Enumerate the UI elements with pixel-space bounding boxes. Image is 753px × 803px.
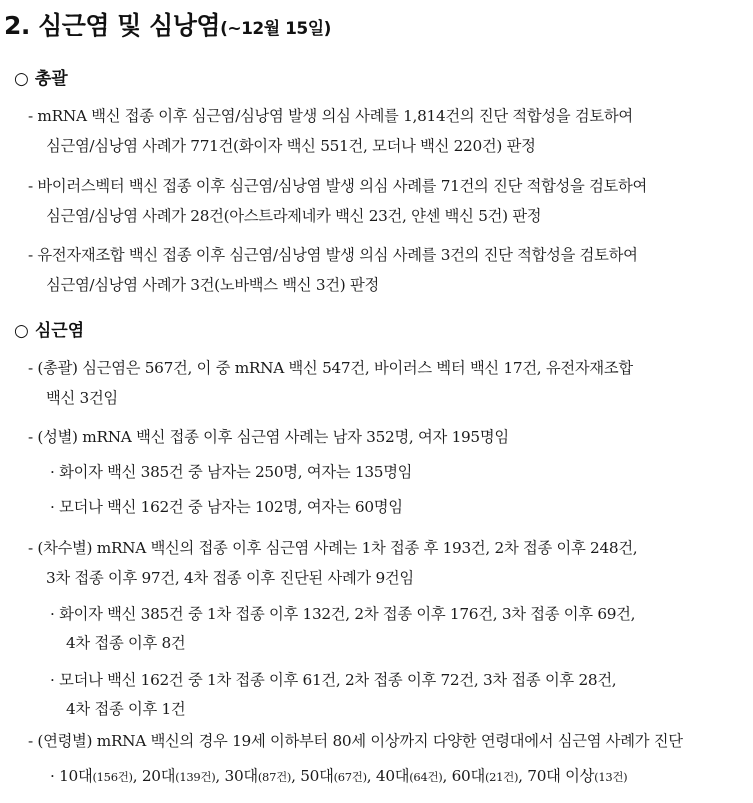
age-group-count: (139건) [175,770,216,784]
age-group-count: (67건) [333,770,367,784]
age-group-label: 40대 [375,767,410,785]
sub-item: · 화이자 백신 385건 중 남자는 250명, 여자는 135명임 [50,463,413,481]
title-main: 2. 심근염 및 심낭염 [4,11,221,40]
age-group-label: 30대 [224,767,258,785]
sub-bullet: · [50,767,55,785]
age-breakdown-line: · 10대(156건), 20대(139건), 30대(87건), 50대(67건), 40대(64건), 60대(21건), 70대 이상(13건) [50,767,628,785]
section-heading-label: 총괄 [34,69,68,89]
sub-item: · 화이자 백신 385건 중 1차 접종 이후 132건, 2차 접종 이후 176건, 3차 접종 이후 69건, [50,605,636,623]
text-line: 심근염/심낭염 사례가 28건(아스트라제네카 백신 23건, 얀센 백신 5건) 판정 [46,207,542,225]
age-group-label: 60대 [451,767,485,785]
sub-item: 4차 접종 이후 8건 [66,634,186,652]
text-line: 백신 3건임 [46,389,118,407]
sub-item: · 모더나 백신 162건 중 남자는 102명, 여자는 60명임 [50,498,403,516]
age-group-label: 70대 이상 [527,767,595,785]
text-line: - (총괄) 심근염은 567건, 이 중 mRNA 백신 547건, 바이러스 벡터 백신 17건, 유전자재조합 [28,359,633,377]
text-line: - (차수별) mRNA 백신의 접종 이후 심근염 사례는 1차 접종 후 193건, 2차 접종 이후 248건, [28,539,638,557]
text-line: - (연령별) mRNA 백신의 경우 19세 이하부터 80세 이상까지 다양한 연령대에서 심근염 사례가 진단 [28,732,683,750]
age-group-count: (156건) [92,770,133,784]
circle-bullet-icon: ○ [14,69,29,89]
text-line: 3차 접종 이후 97건, 4차 접종 이후 진단된 사례가 9건임 [46,569,414,587]
sub-item: · 모더나 백신 162건 중 1차 접종 이후 61건, 2차 접종 이후 72건, 3차 접종 이후 28건, [50,671,617,689]
circle-bullet-icon: ○ [14,321,29,341]
section-heading-myocarditis [14,316,84,341]
age-group-count: (13건) [594,770,628,784]
age-group-count: (64건) [409,770,443,784]
text-line: - mRNA 백신 접종 이후 심근염/심낭염 발생 의심 사례를 1,814건의 진단 적합성을 검토하여 [28,107,633,125]
text-line: - 유전자재조합 백신 접종 이후 심근염/심낭염 발생 의심 사례를 3건의 진단 적합성을 검토하여 [28,246,638,264]
section-heading-label: 심근염 [34,321,85,341]
age-group-count: (87건) [257,770,292,784]
text-line: - (성별) mRNA 백신 접종 이후 심근염 사례는 남자 352명, 여자 195명임 [28,428,509,446]
section-heading-overview [14,64,68,89]
title-date-range: (~12월 15일) [220,19,331,39]
age-group-count: (21건) [484,770,519,784]
age-group-label: 20대 [141,767,176,785]
page-title [4,6,331,42]
text-line: 심근염/심낭염 사례가 3건(노바백스 백신 3건) 판정 [46,276,379,294]
sub-item: 4차 접종 이후 1건 [66,700,186,718]
text-line: - 바이러스벡터 백신 접종 이후 심근염/심낭염 발생 의심 사례를 71건의 진단 적합성을 검토하여 [28,177,647,195]
age-group-label: 50대 [300,767,334,785]
text-line: 심근염/심낭염 사례가 771건(화이자 백신 551건, 모더나 백신 220건) 판정 [46,137,536,155]
age-group-label: 10대 [59,767,93,785]
